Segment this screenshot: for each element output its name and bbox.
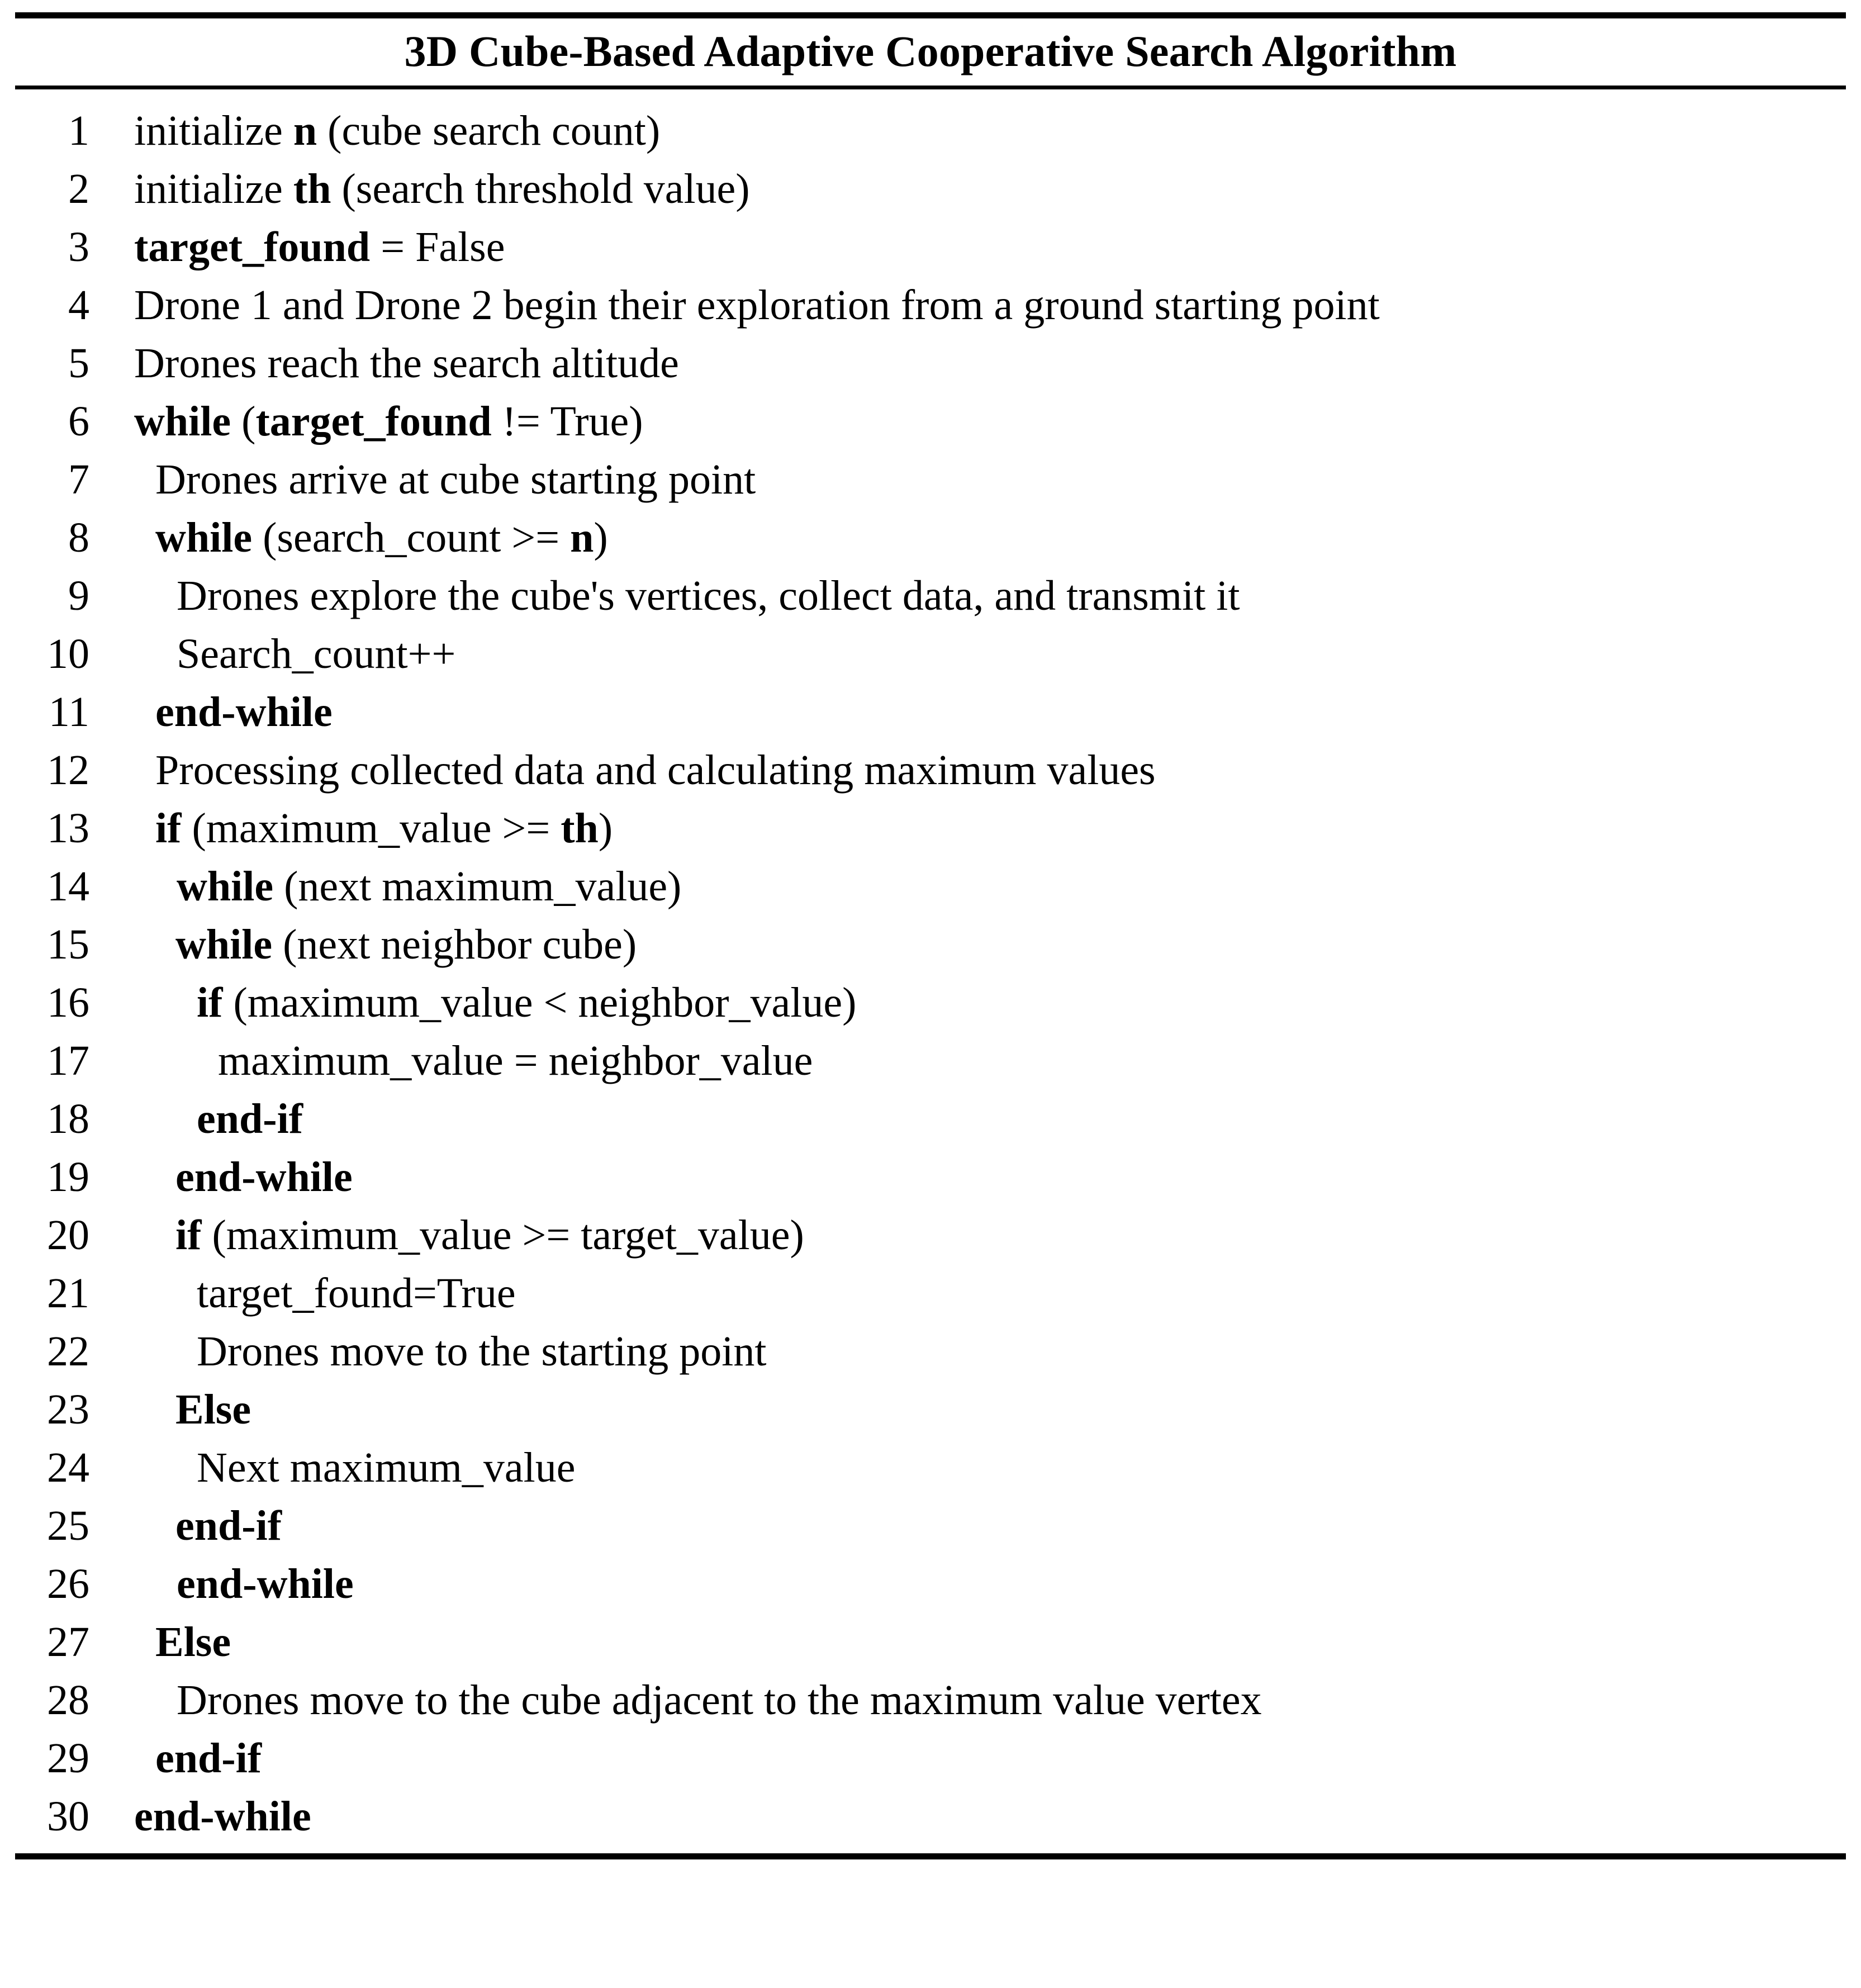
algorithm-line [15, 567, 1846, 625]
line-number: 11 [48, 689, 89, 736]
line-text: if (maximum_value < neighbor_value) [197, 979, 857, 1026]
algorithm-line [15, 915, 1846, 974]
algorithm-lines [15, 89, 1846, 1853]
line-text: initialize n (cube search count) [134, 107, 661, 154]
line-text: end-if [197, 1095, 303, 1142]
algorithm-line [15, 1497, 1846, 1555]
line-number: 14 [47, 863, 89, 910]
line-number: 12 [47, 747, 89, 794]
algorithm-line [15, 1090, 1846, 1148]
algorithm-line [15, 1555, 1846, 1613]
line-number: 18 [47, 1095, 89, 1142]
line-number: 27 [47, 1619, 89, 1666]
line-number: 3 [68, 224, 89, 271]
line-text: Else [175, 1386, 251, 1433]
line-number: 9 [68, 572, 89, 619]
line-number: 23 [47, 1386, 89, 1433]
line-text: end-if [155, 1735, 262, 1782]
algorithm-line [15, 1787, 1846, 1845]
line-text: if (maximum_value >= th) [155, 805, 613, 852]
line-text: Drones arrive at cube starting point [155, 456, 756, 503]
line-text: Processing collected data and calculating maximum values [155, 747, 1156, 794]
line-number: 5 [68, 340, 89, 387]
line-text: while (next maximum_value) [177, 863, 682, 910]
line-text: Else [155, 1619, 231, 1666]
algorithm-line [15, 1729, 1846, 1787]
line-text: maximum_value = neighbor_value [218, 1037, 813, 1084]
line-number: 2 [68, 165, 89, 212]
algorithm-line [15, 1439, 1846, 1497]
algorithm-line [15, 1264, 1846, 1322]
algorithm-line [15, 509, 1846, 567]
algorithm-line [15, 741, 1846, 799]
title-separator-rule [15, 86, 1846, 89]
line-number: 29 [47, 1735, 89, 1782]
algorithm-line [15, 1206, 1846, 1264]
algorithm-line [15, 160, 1846, 218]
line-text: Next maximum_value [197, 1444, 576, 1491]
algorithm-line [15, 102, 1846, 160]
line-number: 19 [47, 1154, 89, 1201]
algorithm-line [15, 683, 1846, 741]
line-text: while (target_found != True) [134, 398, 643, 445]
algorithm-line [15, 799, 1846, 857]
line-number: 16 [47, 979, 89, 1026]
line-number: 21 [47, 1270, 89, 1317]
line-number: 6 [68, 398, 89, 445]
line-number: 30 [47, 1793, 89, 1840]
line-text: while (search_count >= n) [155, 514, 608, 561]
algorithm-line [15, 276, 1846, 334]
algorithm-line [15, 218, 1846, 276]
line-text: target_found=True [197, 1270, 516, 1317]
line-number: 8 [68, 514, 89, 561]
algorithm-line [15, 450, 1846, 509]
line-text: initialize th (search threshold value) [134, 165, 750, 212]
line-number: 25 [47, 1502, 89, 1549]
line-text: target_found = False [134, 224, 505, 271]
algorithm-line [15, 392, 1846, 450]
algorithm-line [15, 974, 1846, 1032]
line-text: Drones move to the cube adjacent to the maximum value vertex [177, 1677, 1262, 1724]
top-rule [15, 12, 1846, 18]
algorithm-line [15, 334, 1846, 392]
algorithm-line [15, 857, 1846, 915]
line-text: Search_count++ [177, 630, 456, 677]
algorithm-line [15, 1613, 1846, 1671]
line-number: 7 [68, 456, 89, 503]
algorithm-block [15, 12, 1846, 1859]
line-text: while (next neighbor cube) [175, 921, 637, 968]
line-number: 22 [47, 1328, 89, 1375]
line-number: 24 [47, 1444, 89, 1491]
line-number: 1 [68, 107, 89, 154]
line-text: end-while [177, 1560, 354, 1607]
line-text: end-while [134, 1793, 311, 1840]
line-text: end-while [175, 1154, 353, 1201]
algorithm-title: 3D Cube-Based Adaptive Cooperative Search Algorithm [404, 27, 1457, 75]
line-number: 17 [47, 1037, 89, 1084]
line-text: Drones reach the search altitude [134, 340, 679, 387]
line-number: 10 [47, 630, 89, 677]
algorithm-line [15, 1671, 1846, 1729]
line-number: 15 [47, 921, 89, 968]
line-text: if (maximum_value >= target_value) [175, 1212, 804, 1259]
line-number: 26 [47, 1560, 89, 1607]
line-text: end-if [175, 1502, 282, 1549]
line-text: Drone 1 and Drone 2 begin their exploration from a ground starting point [134, 282, 1380, 329]
algorithm-line [15, 1380, 1846, 1439]
line-number: 4 [68, 282, 89, 329]
bottom-rule [15, 1853, 1846, 1859]
line-number: 20 [47, 1212, 89, 1259]
algorithm-line [15, 1322, 1846, 1380]
line-text: Drones move to the starting point [197, 1328, 767, 1375]
algorithm-line [15, 1032, 1846, 1090]
line-number: 28 [47, 1677, 89, 1724]
algorithm-line [15, 625, 1846, 683]
line-text: Drones explore the cube's vertices, collect data, and transmit it [177, 572, 1240, 619]
line-text: end-while [155, 689, 333, 736]
line-number: 13 [47, 805, 89, 852]
algorithm-line [15, 1148, 1846, 1206]
